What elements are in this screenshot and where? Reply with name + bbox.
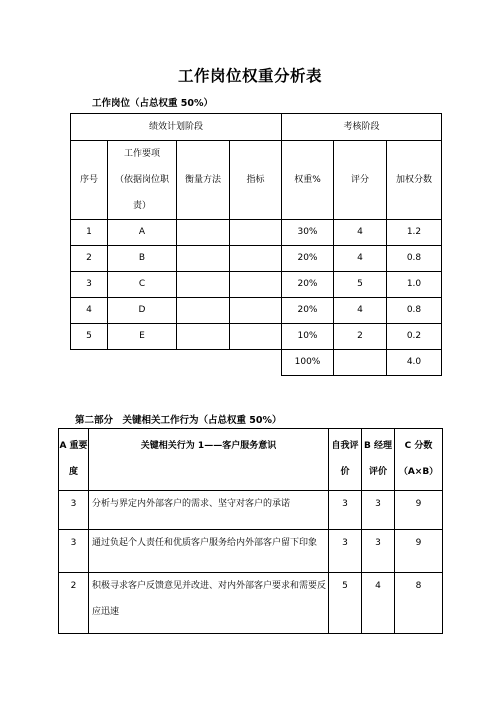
table-row: 2 B 20% 4 0.8 <box>71 246 442 272</box>
header-indicator: 指标 <box>230 141 282 220</box>
table-row: 5 E 10% 2 0.2 <box>71 324 442 350</box>
table-row: 3 通过负起个人责任和优质客户服务给内外部客户留下印象 3 3 9 <box>59 530 443 573</box>
header-weight: 权重% <box>282 141 334 220</box>
column-header-row <box>71 141 442 220</box>
header-work-item: 工作要项 （依据岗位职 责） <box>108 141 177 220</box>
header-weighted: 加权分数 <box>387 141 442 220</box>
position-weight-table <box>70 113 442 376</box>
key-behavior-table <box>58 428 443 634</box>
group-header-assess: 考核阶段 <box>282 114 442 141</box>
header-score: 评分 <box>334 141 387 220</box>
total-row <box>71 350 442 376</box>
group-header-plan: 绩效计划阶段 <box>71 114 282 141</box>
header-manager-eval: B 经理评价 <box>362 429 395 491</box>
group-header-row <box>71 114 442 141</box>
table-row: 3 C 20% 5 1.0 <box>71 272 442 298</box>
column-header-row <box>59 429 443 491</box>
header-a-weight: A 重要度 <box>59 429 89 491</box>
header-seq: 序号 <box>71 141 108 220</box>
table-row: 2 积极寻求客户反馈意见并改进、对内外部客户要求和需要反应迅速 5 4 8 <box>59 573 443 634</box>
header-behavior: 关键相关行为 1——客户服务意识 <box>89 429 329 491</box>
header-self-eval: 自我评价 <box>329 429 362 491</box>
table-row: 1 A 30% 4 1.2 <box>71 220 442 246</box>
section2-heading: 第二部分 关键相关工作行为（占总权重 50%） <box>75 415 282 426</box>
total-weighted: 4.0 <box>387 350 442 376</box>
section1-heading: 工作岗位（占总权重 50%） <box>92 98 214 109</box>
table-row: 4 D 20% 4 0.8 <box>71 298 442 324</box>
table-row: 3 分析与界定内外部客户的需求、坚守对客户的承诺 3 3 9 <box>59 491 443 530</box>
page-title: 工作岗位权重分析表 <box>177 67 322 85</box>
header-score: C 分数（A×B） <box>395 429 443 491</box>
header-method: 衡量方法 <box>177 141 230 220</box>
total-weight: 100% <box>282 350 334 376</box>
